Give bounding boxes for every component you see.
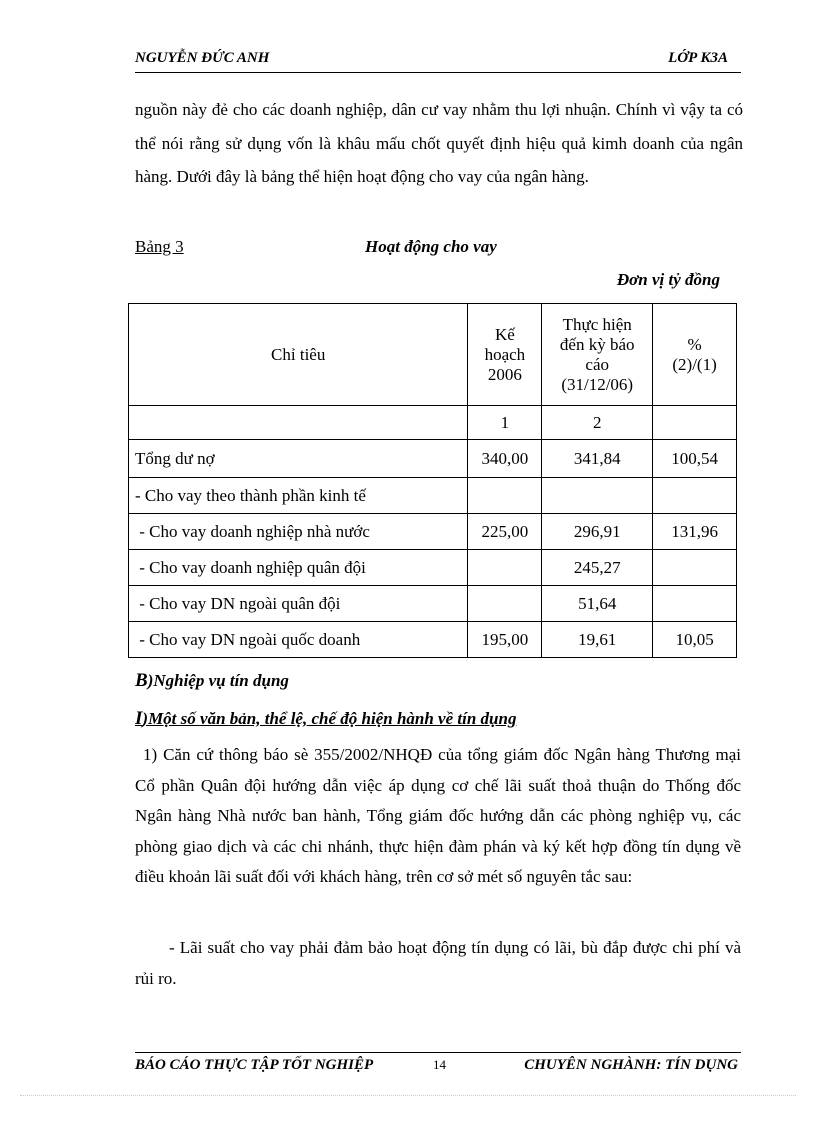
footer-report: BÁO CÁO THỰC TẬP TỐT NGHIỆP: [135, 1057, 374, 1073]
table-label: Bảng 3: [135, 237, 184, 256]
table-row: - Cho vay DN ngoài quân đội 51,64: [129, 586, 737, 622]
header-class: LỚP K3A: [668, 50, 728, 66]
table-row: - Cho vay DN ngoài quốc doanh 195,00 19,61 10,05: [129, 622, 737, 658]
paragraph-2: 1) Căn cứ thông báo sè 355/2002/NHQĐ của tổng giám đốc Ngân hàng Thương mại Cổ phần Quân đội hướng dẫn việc áp dụng cơ chế lãi suất thoả thuận do Thống đốc Ngân hàng Nhà nước ban hành, Tổng giám đốc hướng dẫn các phòng nghiệp vụ, các phòng giao dịch và các chi nhánh, thực hiện đàm phán và ký kết hợp đồng tín dụng về điều khoản lãi suất đối với khách hàng, trên cơ sở mét số nguyên tắc sau:: [135, 745, 741, 886]
page-number: 14: [433, 1057, 446, 1072]
table-title: Hoạt động cho vay: [365, 237, 497, 256]
header-percent: % (2)/(1): [653, 304, 737, 406]
footer-rule: [135, 1052, 741, 1053]
header-rule: [135, 72, 741, 73]
header-actual: Thực hiện đến kỳ báo cáo (31/12/06): [542, 304, 653, 406]
header-plan: Kế hoạch 2006: [468, 304, 542, 406]
table-index-row: 1 2: [129, 406, 737, 440]
table-row: - Cho vay doanh nghiệp quân đội 245,27: [129, 550, 737, 586]
table-unit: Đơn vị tỷ đồng: [616, 270, 720, 289]
footer-major: CHUYÊN NGHÀNH: TÍN DỤNG: [524, 1057, 738, 1073]
section-i-heading: I)Một số văn bản, thể lệ, chế độ hiện hành về tín dụng: [135, 708, 517, 729]
header-indicator: Chỉ tiêu: [129, 304, 468, 406]
section-b-heading: B)Nghiệp vụ tín dụng: [135, 670, 289, 691]
lending-table: [128, 303, 737, 658]
table-header-row: [129, 304, 737, 406]
paragraph-3: - Lãi suất cho vay phải đảm bảo hoạt động tín dụng có lãi, bù đắp được chi phí và rủi ro.: [135, 938, 741, 988]
table-row: - Cho vay theo thành phần kinh tế: [129, 478, 737, 514]
page-edge-divider: [20, 1095, 796, 1096]
table-row: - Cho vay doanh nghiệp nhà nước 225,00 296,91 131,96: [129, 514, 737, 550]
intro-paragraph: nguồn này đẻ cho các doanh nghiệp, dân cư vay nhằm thu lợi nhuận. Chính vì vậy ta có thể nói rằng sử dụng vốn là khâu mấu chốt quyết định hiệu quả kimh doanh của ngân hàng. Dưới đây là bảng thể hiện hoạt động cho vay của ngân hàng.: [135, 100, 743, 186]
table-row: Tổng dư nợ 340,00 341,84 100,54: [129, 440, 737, 478]
header-author: NGUYỄN ĐỨC ANH: [135, 50, 270, 66]
